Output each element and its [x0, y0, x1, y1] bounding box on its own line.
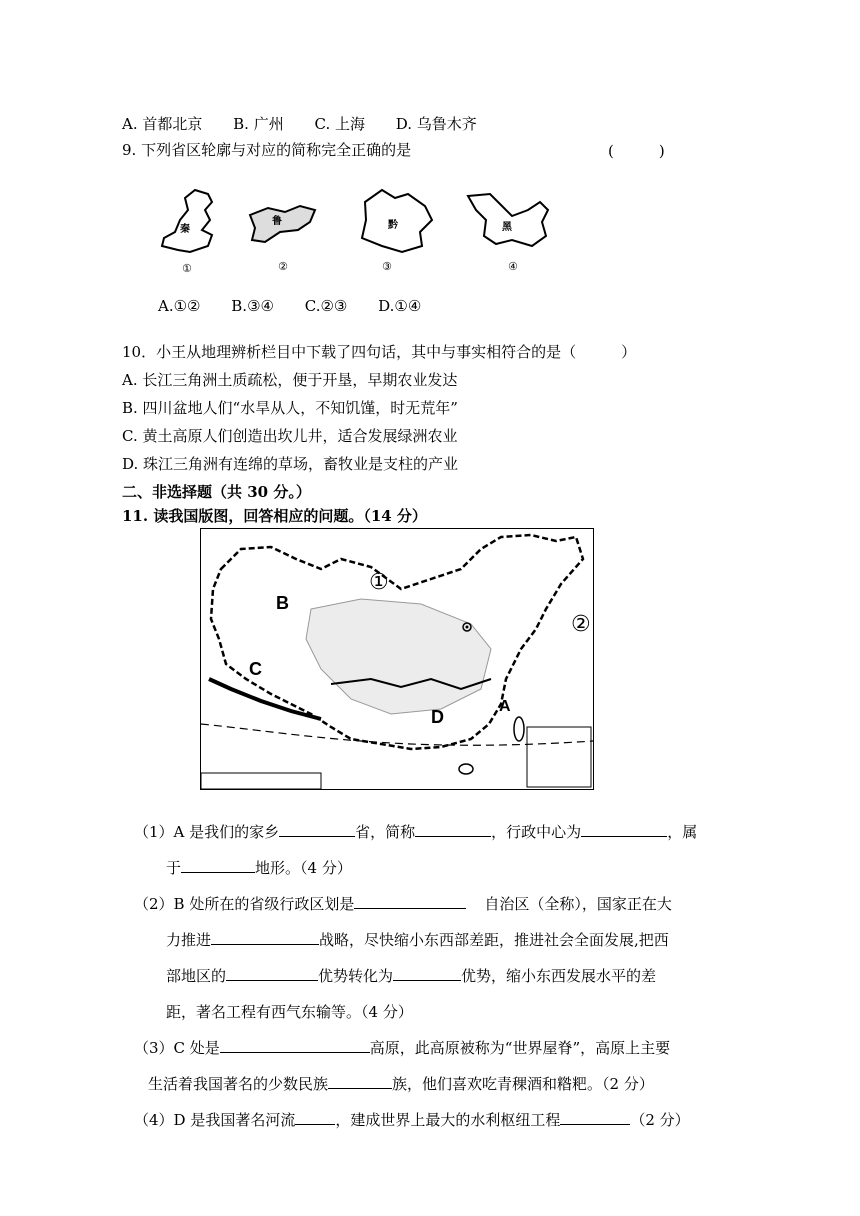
blank-landform[interactable]: [181, 856, 255, 873]
q8-option-d: D. 乌鲁木齐: [395, 115, 477, 133]
south-sea-inset: [527, 727, 591, 787]
blank-strategy[interactable]: [211, 928, 319, 945]
q9-option-a: A.①②: [158, 297, 201, 315]
map-label-1: ①: [369, 570, 389, 595]
map-label-a: A: [499, 698, 511, 715]
q11-part2-line1: （2）B 处所在的省级行政区划是 自治区（全称），国家正在大: [134, 890, 672, 918]
q11-part1-line2: 于 地形。（4 分）: [166, 854, 352, 882]
q10-option-d: D. 珠江三角洲有连绵的草场，畜牧业是支柱的产业: [122, 455, 459, 473]
blank-ethnic-group[interactable]: [328, 1072, 392, 1089]
q11-part2-line2: 力推进 战略，尽快缩小东西部差距，推进社会全面发展,把西: [166, 926, 669, 954]
blank-river[interactable]: [295, 1108, 335, 1125]
q8-options: [122, 114, 503, 134]
blank-advantage-1[interactable]: [226, 964, 318, 981]
hainan-outline: [459, 764, 473, 774]
q11-part1-line1: （1）A 是我们的家乡 省，简称 ，行政中心为 ，属: [134, 818, 697, 846]
taiwan-outline: [514, 717, 524, 741]
blank-project[interactable]: [560, 1108, 630, 1125]
q11-part2-line4: 距，著名工程有西气东输等。（4 分）: [166, 1003, 413, 1021]
q11-stem: 11. 读我国版图，回答相应的问题。（14 分）: [122, 507, 427, 525]
q11-part3-line1: （3）C 处是 高原，此高原被称为“世界屋脊”，高原上主要: [134, 1034, 670, 1062]
shape-3-label: 黔: [388, 220, 398, 231]
q10-stem: 10．小王从地理辨析栏目中下载了四句话，其中与事实相符合的是（ ）: [122, 343, 637, 361]
q9-answer-paren: ( ): [608, 142, 665, 160]
q11-part4-line1: （4）D 是我国著名河流 ，建成世界上最大的水利枢纽工程 （2 分）: [134, 1106, 690, 1134]
q10-option-c: C. 黄土高原人们创造出坎儿井，适合发展绿洲农业: [122, 427, 458, 445]
map-label-c: C: [249, 659, 262, 679]
shape-1-number: ①: [182, 262, 192, 275]
shaanxi-outline: [162, 190, 212, 252]
shape-4-label: 黑: [502, 222, 512, 233]
map-label-2: ②: [571, 612, 591, 637]
shape-2-label: 鲁: [272, 216, 282, 227]
q9-options: [158, 296, 447, 316]
blank-advantage-2[interactable]: [393, 964, 461, 981]
q8-option-c: C. 上海: [314, 115, 365, 133]
interior-shading: [306, 599, 491, 714]
map-label-d: D: [431, 707, 444, 727]
q9-option-b: B.③④: [231, 297, 274, 315]
q9-stem: 9. 下列省区轮廓与对应的简称完全正确的是: [122, 141, 412, 159]
shape-3-number: ③: [382, 260, 392, 273]
blank-province[interactable]: [279, 820, 355, 837]
blank-plateau[interactable]: [220, 1036, 370, 1053]
shandong-outline: [250, 206, 315, 242]
himalaya-line: [209, 679, 321, 719]
province-outlines-figure: [150, 180, 570, 280]
heilongjiang-outline: [468, 194, 548, 246]
map-label-b: B: [276, 593, 289, 613]
q9-option-d: D.①④: [378, 297, 422, 315]
q8-option-b: B. 广州: [233, 115, 284, 133]
section-2-heading: 二、非选择题（共 30 分。）: [122, 483, 311, 501]
blank-region[interactable]: [354, 892, 466, 909]
china-map: [200, 528, 594, 790]
blank-capital[interactable]: [581, 820, 667, 837]
q11-part3-line2: 生活着我国著名的少数民族 族，他们喜欢吃青稞酒和糌粑。（2 分）: [148, 1070, 654, 1098]
q11-part2-line3: 部地区的 优势转化为 优势，缩小东西发展水平的差: [166, 962, 656, 990]
shape-1-label: 秦: [180, 224, 190, 235]
q10-option-b: B. 四川盆地人们“水旱从人，不知饥馑，时无荒年”: [122, 399, 458, 417]
shape-4-number: ④: [508, 260, 518, 273]
legend-box: [201, 773, 321, 789]
shape-2-number: ②: [278, 260, 288, 273]
q8-option-a: A. 首都北京: [122, 115, 203, 133]
blank-abbreviation[interactable]: [415, 820, 491, 837]
q10-option-a: A. 长江三角洲土质疏松，便于开垦，早期农业发达: [122, 371, 458, 389]
q9-option-c: C.②③: [304, 297, 348, 315]
